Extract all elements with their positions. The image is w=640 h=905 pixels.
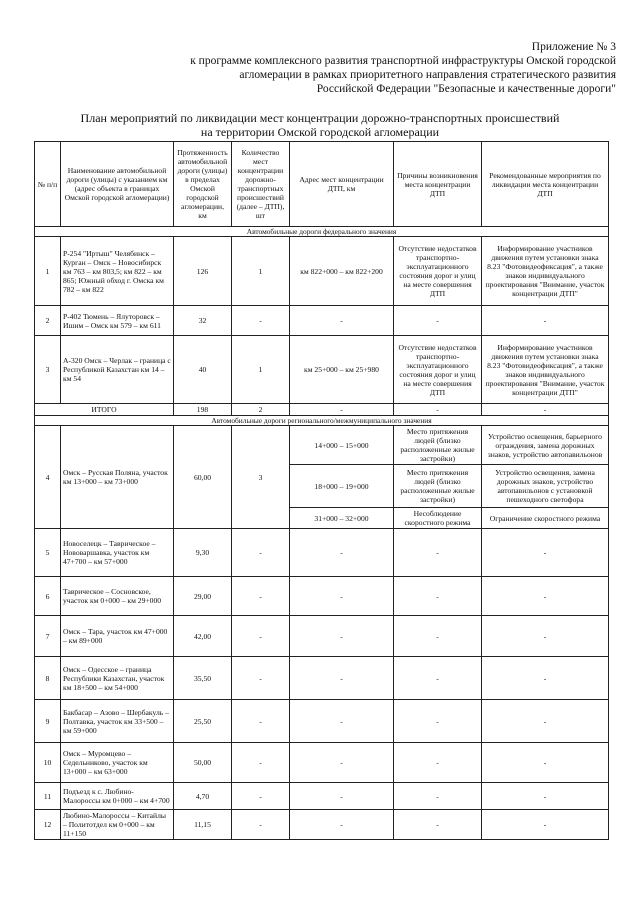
dtp-address: - (290, 810, 394, 840)
road-name: Новоселецк – Таврическое – Нововаршавка, участок км 47+700 – км 57+000 (61, 529, 174, 577)
table-row (35, 529, 609, 577)
title-line: на территории Омской городской агломерации (200, 125, 440, 139)
row-number: 8 (35, 657, 61, 700)
dtp-cause: Отсутствие недостатков транспортно-эксплуатационного состояния дорог и улиц на месте совершения ДТП (394, 336, 482, 404)
dtp-count: - (232, 700, 290, 743)
road-name: Омск – Русская Поляна, участок км 13+000 – км 73+000 (61, 426, 174, 529)
total-address: - (290, 404, 394, 416)
dtp-measure: - (482, 810, 609, 840)
appendix-line: к программе комплексного развития транспортной инфраструктуры Омской городской (190, 55, 616, 67)
dtp-cause: - (394, 657, 482, 700)
dtp-count: 1 (232, 336, 290, 404)
road-name: Таврическое – Сосновское, участок км 0+000 – км 29+000 (61, 577, 174, 616)
appendix-line: Российской Федерации "Безопасные и качественные дороги" (316, 83, 616, 95)
appendix-line: агломерации в рамках приоритетного направления стратегического развития (239, 69, 616, 81)
dtp-cause: - (394, 306, 482, 336)
row-number: 7 (35, 616, 61, 657)
road-length: 35,50 (174, 657, 232, 700)
road-length: 42,00 (174, 616, 232, 657)
row-number: 2 (35, 306, 61, 336)
section-title: Автомобильные дороги регионального/межмуниципального значения (35, 416, 609, 426)
appendix-header (146, 40, 616, 96)
header-count: Количество мест концентрации дорожно-транспортных происшествий (далее – ДТП), шт (232, 142, 290, 227)
appendix-number: Приложение № 3 (531, 41, 616, 53)
dtp-measure: - (482, 529, 609, 577)
road-name: Омск – Одесское – граница Республики Казахстан, участок км 18+500 – км 54+000 (61, 657, 174, 700)
row-number: 12 (35, 810, 61, 840)
dtp-measure: Информирование участников движения путем установки знака 8.23 "Фотовидеофиксация", а также знаков индивидуального проектирования "Внимание, участок концентрации ДТП" (482, 336, 609, 404)
dtp-address: - (290, 700, 394, 743)
dtp-cause: - (394, 529, 482, 577)
table-row (35, 306, 609, 336)
table-header-row (35, 142, 609, 227)
road-name: Любино-Малороссы – Китайлы – Политотдел км 0+000 – км 11+150 (61, 810, 174, 840)
dtp-address: - (290, 577, 394, 616)
dtp-address: км 25+000 – км 25+980 (290, 336, 394, 404)
dtp-address: км 822+000 – км 822+200 (290, 237, 394, 306)
federal-rows (35, 237, 609, 404)
road-length: 40 (174, 336, 232, 404)
dtp-count: - (232, 306, 290, 336)
section-row-federal (35, 227, 609, 237)
road-name: Бакбасар – Азово – Шербакуль – Полтавка, участок км 33+500 – км 59+000 (61, 700, 174, 743)
dtp-measure: - (482, 743, 609, 783)
table-row (35, 783, 609, 810)
dtp-address: 31+000 – 32+000 (290, 508, 394, 529)
dtp-cause: Место притяжения людей (близко расположенные жилые застройки) (394, 465, 482, 508)
document-title (60, 111, 580, 139)
table-row (35, 616, 609, 657)
table-row (35, 743, 609, 783)
dtp-cause: - (394, 783, 482, 810)
table-row (35, 700, 609, 743)
table-row (35, 810, 609, 840)
dtp-measure: - (482, 577, 609, 616)
row-number: 6 (35, 577, 61, 616)
measures-table (34, 141, 609, 840)
dtp-count: 3 (232, 426, 290, 529)
dtp-count: - (232, 657, 290, 700)
dtp-cause: - (394, 577, 482, 616)
road-length: 50,00 (174, 743, 232, 783)
header-causes: Причины возникновения места концентрации ДТП (394, 142, 482, 227)
table-row (35, 657, 609, 700)
road-length: 25,50 (174, 700, 232, 743)
dtp-count: - (232, 810, 290, 840)
table-row (35, 237, 609, 306)
section-title: Автомобильные дороги федерального значения (35, 227, 609, 237)
total-measure: - (482, 404, 609, 416)
road-name: Омск – Муромцево – Седельниково, участок км 13+000 – км 63+000 (61, 743, 174, 783)
dtp-count: - (232, 783, 290, 810)
table-row (35, 336, 609, 404)
dtp-cause: - (394, 810, 482, 840)
row-number: 5 (35, 529, 61, 577)
dtp-cause: Несоблюдение скоростного режима (394, 508, 482, 529)
total-cause: - (394, 404, 482, 416)
row-number: 9 (35, 700, 61, 743)
dtp-measure: - (482, 783, 609, 810)
dtp-count: - (232, 577, 290, 616)
road-length: 29,00 (174, 577, 232, 616)
road-name: Р-254 "Иртыш" Челябинск – Курган – Омск – Новосибирск км 763 – км 803,5; км 822 – км 865; Южный обход г. Омска км 782 – км 822 (61, 237, 174, 306)
dtp-address: 18+000 – 19+000 (290, 465, 394, 508)
title-line: План мероприятий по ликвидации мест концентрации дорожно-транспортных происшествий (80, 111, 560, 125)
total-row (35, 404, 609, 416)
road-length: 32 (174, 306, 232, 336)
dtp-address: - (290, 616, 394, 657)
header-road-name: Наименование автомобильной дороги (улицы) с указанием км (адрес объекта в границах Омской городской агломерации) (61, 142, 174, 227)
total-count: 2 (232, 404, 290, 416)
dtp-cause: Отсутствие недостатков транспортно-эксплуатационного состояния дорог и улиц на месте совершения ДТП (394, 237, 482, 306)
dtp-address: - (290, 306, 394, 336)
table-row (35, 426, 609, 465)
header-address: Адрес мест концентрации ДТП, км (290, 142, 394, 227)
header-measures: Рекомендованные мероприятия по ликвидации места концентрации ДТП (482, 142, 609, 227)
road-length: 11,15 (174, 810, 232, 840)
dtp-count: - (232, 743, 290, 783)
dtp-count: 1 (232, 237, 290, 306)
row-number: 1 (35, 237, 61, 306)
dtp-cause: - (394, 743, 482, 783)
total-length: 198 (174, 404, 232, 416)
section-row-regional (35, 416, 609, 426)
dtp-address: - (290, 743, 394, 783)
dtp-measure: Устройство освещения, замена дорожных знаков, устройство автопавильонов с установкой пешеходного светофора (482, 465, 609, 508)
road-length: 60,00 (174, 426, 232, 529)
dtp-address: - (290, 783, 394, 810)
dtp-count: - (232, 529, 290, 577)
dtp-measure: Устройство освещения, барьерного ограждения, замена дорожных знаков, устройство автопавильонов (482, 426, 609, 465)
row-number: 3 (35, 336, 61, 404)
road-name: Подъезд к с. Любино-Малороссы км 0+000 – км 4+700 (61, 783, 174, 810)
row-number: 10 (35, 743, 61, 783)
dtp-measure: - (482, 657, 609, 700)
road-length: 126 (174, 237, 232, 306)
header-length: Протяженность автомобильной дороги (улицы) в пределах Омской городской агломерации, км (174, 142, 232, 227)
dtp-cause: - (394, 616, 482, 657)
dtp-address: - (290, 657, 394, 700)
dtp-cause: Место притяжения людей (близко расположенные жилые застройки) (394, 426, 482, 465)
table-row (35, 577, 609, 616)
road-length: 9,30 (174, 529, 232, 577)
dtp-cause: - (394, 700, 482, 743)
row-number: 4 (35, 426, 61, 529)
dtp-count: - (232, 616, 290, 657)
dtp-measure: - (482, 616, 609, 657)
header-number: № п/п (35, 142, 61, 227)
total-label: ИТОГО (35, 404, 174, 416)
road-length: 4,70 (174, 783, 232, 810)
regional-rows (35, 529, 609, 840)
dtp-measure: - (482, 700, 609, 743)
road-name: А-320 Омск – Черлак – граница с Республикой Казахстан км 14 – км 54 (61, 336, 174, 404)
dtp-address: 14+000 – 15+000 (290, 426, 394, 465)
road-name: Омск – Тара, участок км 47+000 – км 89+000 (61, 616, 174, 657)
dtp-measure: Информирование участников движения путем установки знака 8.23 "Фотовидеофиксация", а также знаков индивидуального проектирования "Внимание, участок концентрации ДТП" (482, 237, 609, 306)
dtp-measure: - (482, 306, 609, 336)
row-number: 11 (35, 783, 61, 810)
road-name: Р-402 Тюмень – Ялуторовск – Ишим – Омск км 579 – км 611 (61, 306, 174, 336)
dtp-address: - (290, 529, 394, 577)
dtp-measure: Ограничение скоростного режима (482, 508, 609, 529)
